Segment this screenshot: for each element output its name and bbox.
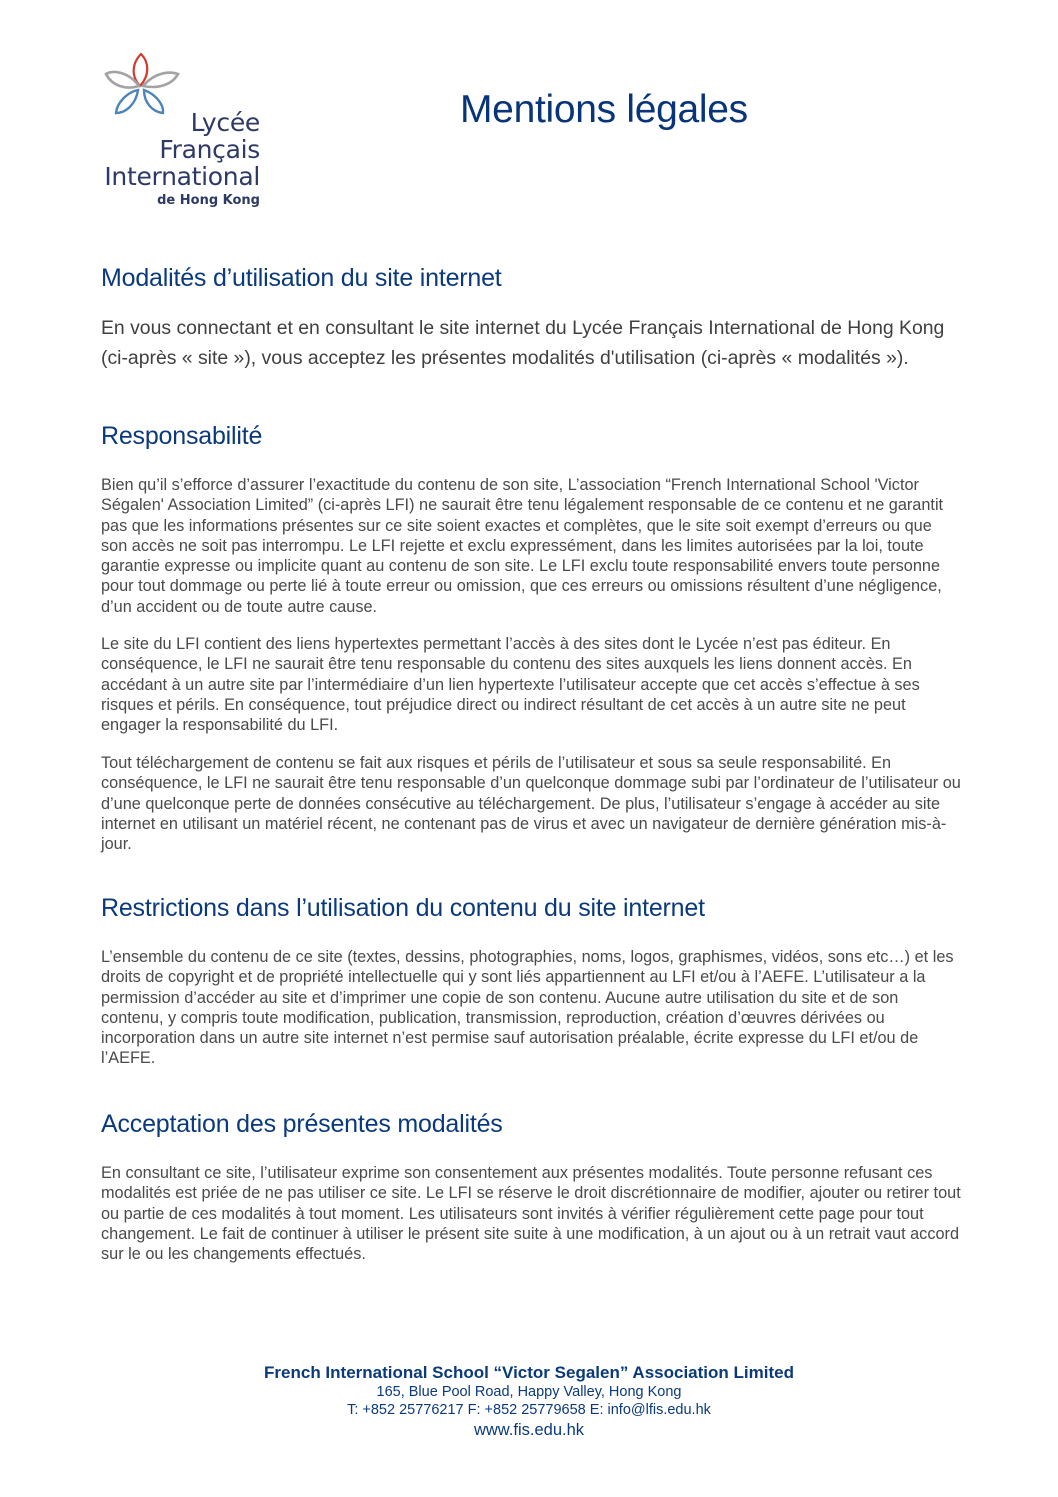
- responsibility-paragraph-1: Bien qu’il s’efforce d’assurer l’exactitude du contenu de son site, L’association “French International School 'Victor Ségalen' Association Limited” (ci-après LFI) ne saurait être tenu légalement responsable de ce contenu et ne garantit pas que les informations présentes sur ce site soient exactes et complètes, que le site soit exempt d’erreurs ou que son accès ne soit pas interrompu. Le LFI rejette et exclu expressément, dans les limites autorisées par la loi, toute garantie expresse ou implicite quant au contenu de son site. Le LFI exclu toute responsabilité envers toute personne pour tout dommage ou perte lié à toute erreur ou omission, que ces erreurs ou omissions résultent d’une négligence, d’un accident ou de toute autre cause.: [101, 476, 944, 616]
- section-heading-usage-terms: Modalités d’utilisation du site internet: [101, 264, 502, 292]
- footer-address: 165, Blue Pool Road, Happy Valley, Hong Kong: [376, 1384, 682, 1400]
- section-heading-responsibility: Responsabilité: [101, 422, 263, 450]
- school-logo: [100, 50, 275, 215]
- logo-line-2: Français: [159, 135, 260, 164]
- logo-wordmark: [102, 110, 260, 212]
- responsibility-paragraph-3: Tout téléchargement de contenu se fait aux risques et périls de l’utilisateur et sous sa seule responsabilité. En conséquence, le LFI ne saurait être tenu responsable d’un quelconque dommage subi par l’ordinateur de l’utilisateur ou d’une quelconque perte de données consécutive au téléchargement. De plus, l’utilisateur s’engage à accéder au site internet en utilisant un matériel récent, ne contenant pas de virus et avec un navigateur de dernière génération mis-à-jour.: [101, 754, 961, 854]
- logo-line-4: de Hong Kong: [157, 193, 260, 208]
- footer-organization: French International School “Victor Segalen” Association Limited: [264, 1363, 794, 1382]
- responsibility-paragraph-2: Le site du LFI contient des liens hypertextes permettant l’accès à des sites dont le Lycée n’est pas éditeur. En conséquence, le LFI ne saurait être tenu responsable du contenu des sites auxquels les liens donnent accès. En accédant à un autre site par l’intermédiaire d’un lien hypertexte l’utilisateur accepte que cet accès s’effectue à ses risques et périls. En conséquence, tout préjudice direct ou indirect résultant de cet accès à un autre site ne peut engager la responsabilité du LFI.: [101, 635, 920, 735]
- page-title: Mentions légales: [460, 88, 748, 131]
- page-footer: [0, 1362, 1058, 1441]
- footer-website-link[interactable]: www.fis.edu.hk: [473, 1421, 585, 1439]
- section-heading-acceptance: Acceptation des présentes modalités: [101, 1110, 503, 1138]
- footer-contact: T: +852 25776217 F: +852 25779658 E: info@lfis.edu.hk: [347, 1402, 711, 1418]
- logo-line-1: Lycée: [190, 108, 260, 137]
- logo-line-3: International: [104, 162, 260, 191]
- acceptance-paragraph: En consultant ce site, l’utilisateur exprime son consentement aux présentes modalités. Toute personne refusant ces modalités est priée de ne pas utiliser ce site. Le LFI se réserve le droit discrétionnaire de modifier, ajouter ou retirer tout ou partie de ces modalités à tout moment. Les utilisateurs sont invités à vérifier régulièrement cette page pour tout changement. Le fait de continuer à utiliser le présent site suite à une modification, à un ajout ou à un retrait vaut accord sur le ou les changements effectués.: [101, 1164, 961, 1264]
- content-restrictions-paragraph: L’ensemble du contenu de ce site (textes, dessins, photographies, noms, logos, graphismes, vidéos, sons etc…) et les droits de copyright et de propriété intellectuelle qui y sont liés appartiennent au LFI et/ou à l’AEFE. L’utilisateur a la permission d’accéder au site et d’imprimer une copie de son contenu. Aucune autre utilisation du site et de son contenu, y compris toute modification, publication, transmission, reproduction, création d’œuvres dérivées ou incorporation dans un autre site internet n’est permise sauf autorisation préalable, écrite expresse du LFI et/ou de l’AEFE.: [101, 948, 954, 1068]
- section-heading-content-restrictions: Restrictions dans l’utilisation du contenu du site internet: [101, 894, 705, 922]
- usage-terms-paragraph: En vous connectant et en consultant le site internet du Lycée Français International de Hong Kong (ci-après « site »), vous acceptez les présentes modalités d'utilisation (ci-après « modalités »).: [101, 317, 945, 369]
